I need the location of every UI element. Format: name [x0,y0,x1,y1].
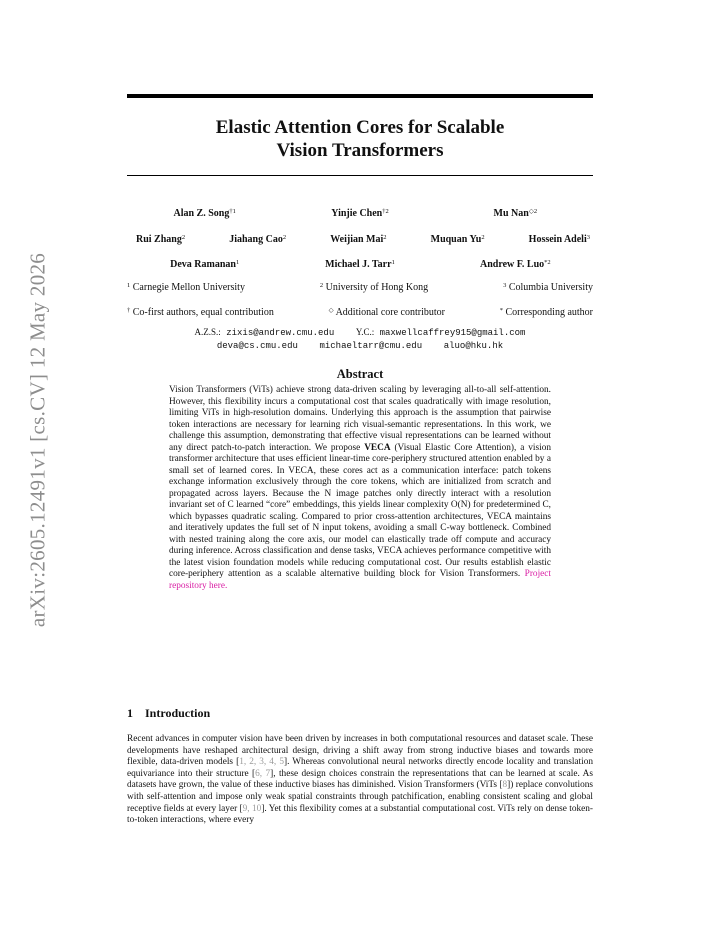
authors-row-3 [127,259,593,270]
author: Weijian Mai$^2$ [330,234,387,245]
author: Mu Nan$^{◇2}$ [493,208,538,219]
arxiv-stamp: arXiv:2605.12491v1 [cs.CV] 12 May 2026 [25,252,50,628]
authors-row-1 [127,208,593,219]
title-line-1: Elastic Attention Cores for Scalable [215,117,505,138]
author: Rui Zhang$^2$ [136,234,186,245]
veca-name: VECA [364,442,391,453]
author: Alan Z. Song$^{\dagger 1}$ [173,208,236,219]
section-heading: 1 Introduction [127,706,211,720]
abstract-body: Vision Transformers (ViTs) achieve strong data-driven scaling by leveraging all-to-all self-attention. However, this flexibility incurs a computational cost that scales quadratically with image resolution, limiting ViTs in high-resolution domains. Underlying this approach is the assumption that pairwise token interactions are necessary for learning rich visual-semantic representations. In this work, we challenge this assumption, demonstrating that effective visual representations can be learned without any direct patch-to-patch interaction. We propose VECA (Visual Elastic Core Attention), a vision transformer architecture that uses efficient linear-time core-periphery structured attention enabled by a small set of learned cores. In VECA, these cores act as a communication interface: patch tokens exchange information exclusively through the core tokens, which are initialized from scratch and propagated across layers. Because the N image patches only directly interact with a resolution invariant set of C learned “core” embeddings, this yields linear complexity O(N) for predetermined C, which bypasses quadratic scaling. Compared to prior cross-attention architectures, VECA maintains and iteratively updates the full set of N input tokens, avoiding a small C-way bottleneck. Combined with nested training along the core axis, our model can elastically trade off compute and accuracy during inference. Across classification and dense tasks, VECA achieves performance competitive with the latest vision foundation models while reducing computational cost. Our results establish elastic core-periphery attention as a scalable alternative building block for Vision Transformers. Project repository here. [169,385,551,591]
affiliation: $^2$ University of Hong Kong [319,282,429,293]
author: Andrew F. Luo$^{*2}$ [479,259,551,270]
affiliations [127,282,593,293]
author-notes [127,307,593,318]
authors-row-2 [136,234,590,245]
citation-link[interactable]: 6, 7 [255,768,271,779]
abstract-heading: Abstract [336,367,384,381]
affiliation: $^1$ Carnegie Mellon University [127,282,245,293]
citation-link[interactable]: 9, 10 [242,803,262,814]
author: Michael J. Tarr$^1$ [325,259,395,270]
author: Hossein Adeli$^3$ [528,234,590,245]
citation-link[interactable]: 8 [502,780,508,791]
email-link[interactable]: michaeltarr@cmu.edu [319,341,423,351]
author: Yinjie Chen$^{\dagger 2}$ [331,208,389,219]
project-repository-link[interactable]: Project repository here. [169,569,551,591]
affiliation: $^3$ Columbia University [503,282,593,293]
email-link[interactable]: aluo@hku.hk [443,341,504,351]
paper-title [127,116,593,162]
author-note: † Co-first authors, equal contribution [127,307,274,318]
citation-link[interactable]: 1, 2, 3, 4, 5 [239,757,284,768]
email-link[interactable]: maxwellcaffrey915@gmail.com [379,328,526,338]
title-bottom-rule [127,175,593,176]
email-link[interactable]: deva@cs.cmu.edu [216,341,298,351]
author-emails [127,326,593,353]
author: Muquan Yu$^2$ [430,234,485,245]
introduction-paragraph: Recent advances in computer vision have been driven by increases in both computational resources and dataset scale. These developments have reshaped architectural design, driving a shift away from strong inductive biases and towards more flexible, data-driven models [1, 2, 3, 4, 5]. Whereas convolutional neural networks directly encode locality and translation equivariance into their structure [6, 7], these design choices constrain the representations that can be learned at scale. As datasets have grown, the value of these inductive biases has diminished. Vision Transformers (ViTs [8]) replace convolutions with self-attention and impose only weak spatial constraints through patchification, enabling consistent scaling and global receptive fields at every layer [9, 10]. Yet this flexibility comes at a substantial computational cost. ViTs rely on dense token-to-token interactions, where every [127,734,594,826]
title-line-2: Vision Transformers [276,140,444,161]
author-note: ◇ Additional core contributor [328,307,445,318]
author-note: * Corresponding author [499,307,593,318]
author: Jiahang Cao$^2$ [229,234,287,245]
email-line-2 [127,340,593,353]
author: Deva Ramanan$^1$ [170,259,240,270]
title-top-rule [127,94,593,98]
email-line-1: A.Z.S.: zixis@andrew.cmu.edu Y.C.: maxwellcaffrey915@gmail.com [194,327,526,338]
email-link[interactable]: zixis@andrew.cmu.edu [226,328,335,338]
